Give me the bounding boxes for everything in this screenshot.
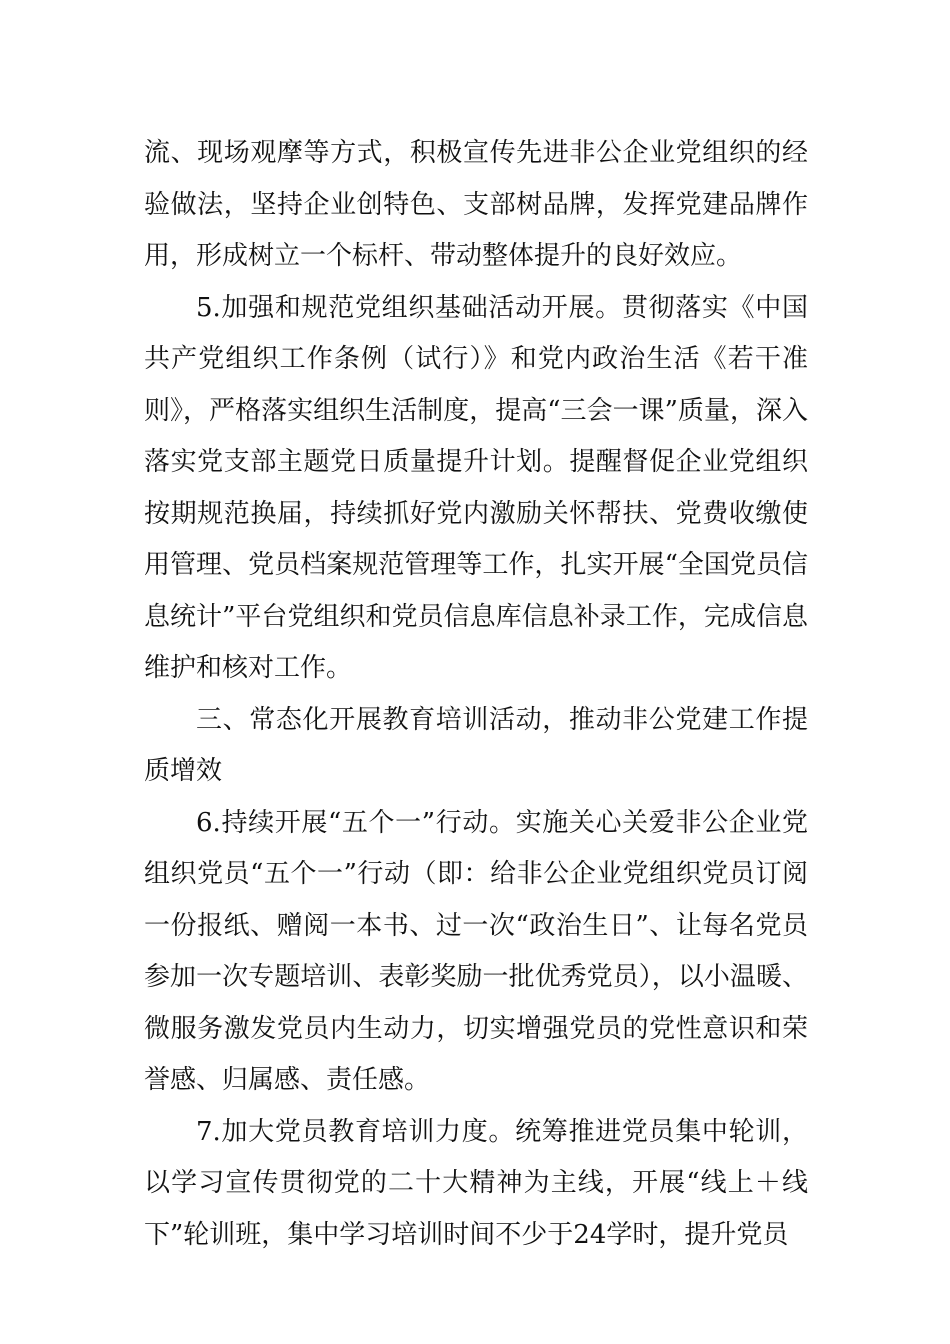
paragraph-item-5: 5.加强和规范党组织基础活动开展。贯彻落实《中国共产党组织工作条例（试行）》和党内政治生活《若干准则》，严格落实组织生活制度，提高“三会一课”质量，深入落实党支部主题党日质量提升计划。提醒督促企业党组织按期规范换届，持续抓好党内激励关怀帮扶、党费收缴使用管理、党员档案规范管理等工作，扎实开展“全国党员信息统计”平台党组织和党员信息库信息补录工作，完成信息维护和核对工作。 (144, 292, 808, 683)
paragraph-item-6: 6.持续开展“五个一”行动。实施关心关爱非公企业党组织党员“五个一”行动（即：给非公企业党组织党员订阅一份报纸、赠阅一本书、过一次“政治生日”、让每名党员参加一次专题培训、表彰奖励一批优秀党员），以小温暖、微服务激发党员内生动力，切实增强党员的党性意识和荣誉感、归属感、责任感。 (144, 807, 808, 1095)
paragraph-item-7: 7.加大党员教育培训力度。统筹推进党员集中轮训，以学习宣传贯彻党的二十大精神为主线，开展“线上＋线下”轮训班，集中学习培训时间不少于24学时，提升党员 (144, 1116, 808, 1250)
section-heading-3: 三、常态化开展教育培训活动，推动非公党建工作提质增效 (144, 704, 808, 786)
document-body (144, 128, 808, 1261)
paragraph-continuation: 流、现场观摩等方式，积极宣传先进非公企业党组织的经验做法，坚持企业创特色、支部树品牌，发挥党建品牌作用，形成树立一个标杆、带动整体提升的良好效应。 (144, 138, 808, 271)
